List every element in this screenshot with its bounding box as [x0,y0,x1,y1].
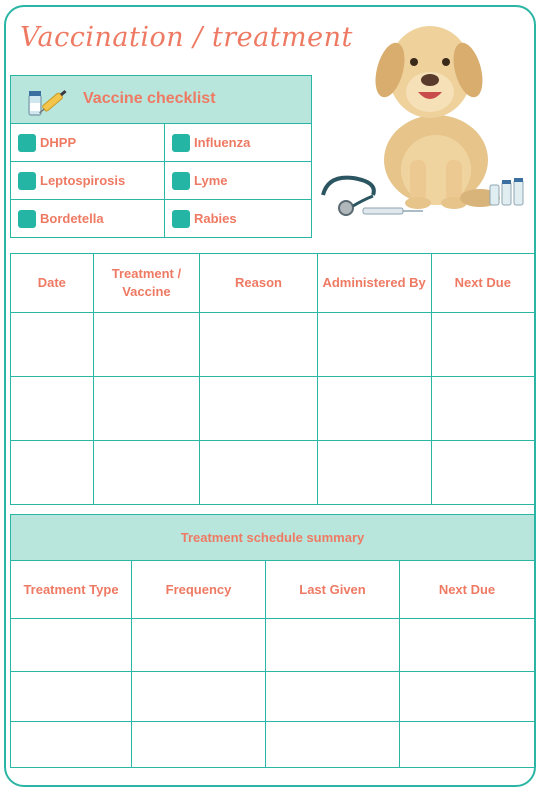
table-cell[interactable] [200,377,317,441]
table-row [11,313,535,377]
table-cell[interactable] [400,672,535,722]
table-cell[interactable] [132,672,266,722]
table-header-row [11,561,535,619]
checklist-header [11,76,311,124]
checklist-label: Lyme [194,173,228,188]
checklist-item-leptospirosis[interactable] [11,162,165,200]
table-row [11,722,535,768]
column-header-administered-by: Administered By [317,254,431,313]
column-header-treatment: Treatment / Vaccine [93,254,200,313]
table-cell[interactable] [266,722,400,768]
table-cell[interactable] [93,313,200,377]
column-header-next-due: Next Due [431,254,534,313]
checkbox[interactable] [172,210,190,228]
checkbox[interactable] [18,134,36,152]
checklist-label: Influenza [194,135,251,150]
checkbox[interactable] [18,210,36,228]
checklist-item-influenza[interactable] [165,124,311,162]
checklist-label: Leptospirosis [40,173,126,188]
table-cell[interactable] [317,313,431,377]
vaccination-log-table [10,253,535,505]
table-cell[interactable] [317,377,431,441]
checklist-item-dhpp[interactable] [11,124,165,162]
checklist-item-bordetella[interactable] [11,200,165,238]
table-cell[interactable] [11,619,132,672]
summary-title: Treatment schedule summary [11,515,535,561]
table-cell[interactable] [431,441,534,505]
table-row [11,441,535,505]
checklist-label: Rabies [194,211,237,226]
column-header-frequency: Frequency [132,561,266,619]
treatment-schedule-table [10,514,535,768]
column-header-reason: Reason [200,254,317,313]
vaccine-checklist [10,75,312,238]
dog-illustration [318,10,536,230]
vaccine-vial-icon [25,81,71,119]
table-cell[interactable] [93,441,200,505]
table-cell[interactable] [11,722,132,768]
table-cell[interactable] [431,313,534,377]
table-cell[interactable] [200,313,317,377]
table-cell[interactable] [400,619,535,672]
table-cell[interactable] [132,619,266,672]
table-cell[interactable] [11,377,94,441]
table-cell[interactable] [11,441,94,505]
table-row [11,619,535,672]
checklist-item-rabies[interactable] [165,200,311,238]
checklist-title: Vaccine checklist [83,90,216,107]
table-cell[interactable] [266,619,400,672]
table-cell[interactable] [266,672,400,722]
table-cell[interactable] [431,377,534,441]
checklist-label: Bordetella [40,211,104,226]
column-header-next-due: Next Due [400,561,535,619]
checkbox[interactable] [172,172,190,190]
page-title: Vaccination / treatment [20,22,353,53]
table-cell[interactable] [11,672,132,722]
table-cell[interactable] [11,313,94,377]
checkbox[interactable] [18,172,36,190]
table-row [11,377,535,441]
table-row [11,672,535,722]
table-cell[interactable] [93,377,200,441]
column-header-date: Date [11,254,94,313]
table-cell[interactable] [400,722,535,768]
table-header-row [11,254,535,313]
table-cell[interactable] [200,441,317,505]
column-header-treatment-type: Treatment Type [11,561,132,619]
table-cell[interactable] [317,441,431,505]
checklist-item-lyme[interactable] [165,162,311,200]
table-cell[interactable] [132,722,266,768]
checklist-label: DHPP [40,135,77,150]
checkbox[interactable] [172,134,190,152]
column-header-last-given: Last Given [266,561,400,619]
